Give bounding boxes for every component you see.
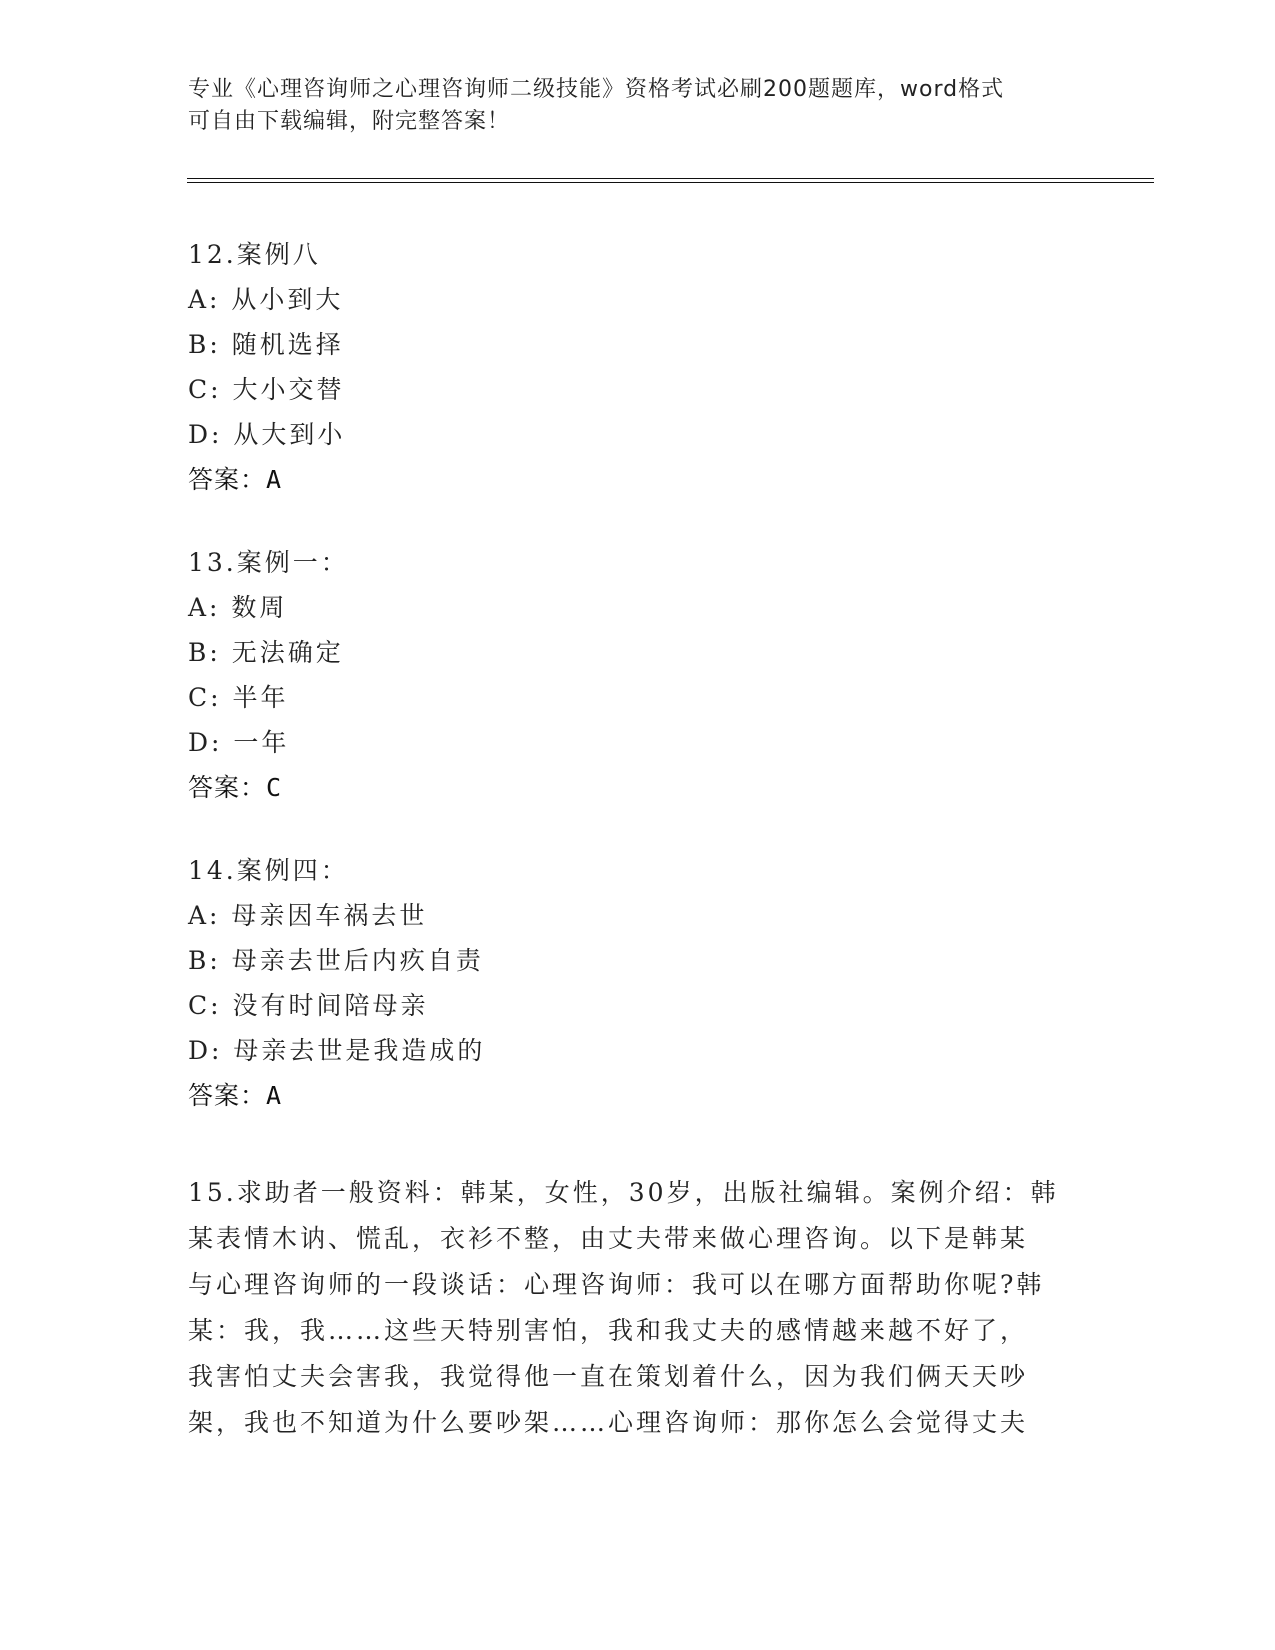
- option-b: B: 母亲去世后内疚自责: [188, 946, 484, 975]
- answer: [188, 765, 1088, 810]
- header-line-2: 可自由下载编辑，附完整答案！: [188, 109, 511, 134]
- option-c: C: 半年: [188, 683, 289, 712]
- answer-value: A: [266, 1081, 283, 1110]
- answer: [188, 1073, 1088, 1118]
- case-line: 与心理咨询师的一段谈话：心理咨询师：我可以在哪方面帮助你呢?韩: [188, 1270, 1045, 1299]
- answer-label: 答案：: [188, 773, 267, 802]
- header-divider-bottom: [187, 182, 1154, 183]
- case-line: 某表情木讷、慌乱，衣衫不整，由丈夫带来做心理咨询。以下是韩某: [188, 1224, 1029, 1253]
- header-line-1: 专业《心理咨询师之心理咨询师二级技能》资格考试必刷200题题库，word格式: [188, 77, 1005, 102]
- option-d: D: 母亲去世是我造成的: [188, 1036, 486, 1065]
- header-divider-top: [187, 178, 1154, 179]
- option-a: A: 从小到大: [188, 285, 344, 314]
- question-list: [188, 232, 1088, 1156]
- option-a: A: 母亲因车祸去世: [188, 901, 428, 930]
- option-b: B: 无法确定: [188, 638, 344, 667]
- question-15-case: [188, 1170, 1088, 1446]
- case-line: 15.求助者一般资料：韩某，女性，30岁，出版社编辑。案例介绍：韩: [188, 1178, 1059, 1207]
- question-title: 14.案例四：: [188, 856, 349, 885]
- answer-label: 答案：: [188, 465, 267, 494]
- option-c: C: 没有时间陪母亲: [188, 991, 429, 1020]
- case-line: 架，我也不知道为什么要吵架……心理咨询师：那你怎么会觉得丈夫: [188, 1408, 1029, 1437]
- case-line: 我害怕丈夫会害我，我觉得他一直在策划着什么，因为我们俩天天吵: [188, 1362, 1029, 1391]
- answer-value: A: [266, 465, 283, 494]
- option-d: D: 一年: [188, 728, 290, 757]
- answer-value: C: [266, 773, 283, 802]
- option-d: D: 从大到小: [188, 420, 346, 449]
- document-header: [188, 74, 1088, 138]
- option-c: C: 大小交替: [188, 375, 345, 404]
- question-title: 13.案例一：: [188, 548, 349, 577]
- case-line: 某：我，我……这些天特别害怕，我和我丈夫的感情越来越不好了，: [188, 1316, 1029, 1345]
- option-a: A: 数周: [188, 593, 288, 622]
- question-14: [188, 848, 1088, 1118]
- answer: [188, 457, 1088, 502]
- question-13: [188, 540, 1088, 810]
- question-title: 12.案例八: [188, 240, 321, 269]
- answer-label: 答案：: [188, 1081, 267, 1110]
- option-b: B: 随机选择: [188, 330, 344, 359]
- question-12: [188, 232, 1088, 502]
